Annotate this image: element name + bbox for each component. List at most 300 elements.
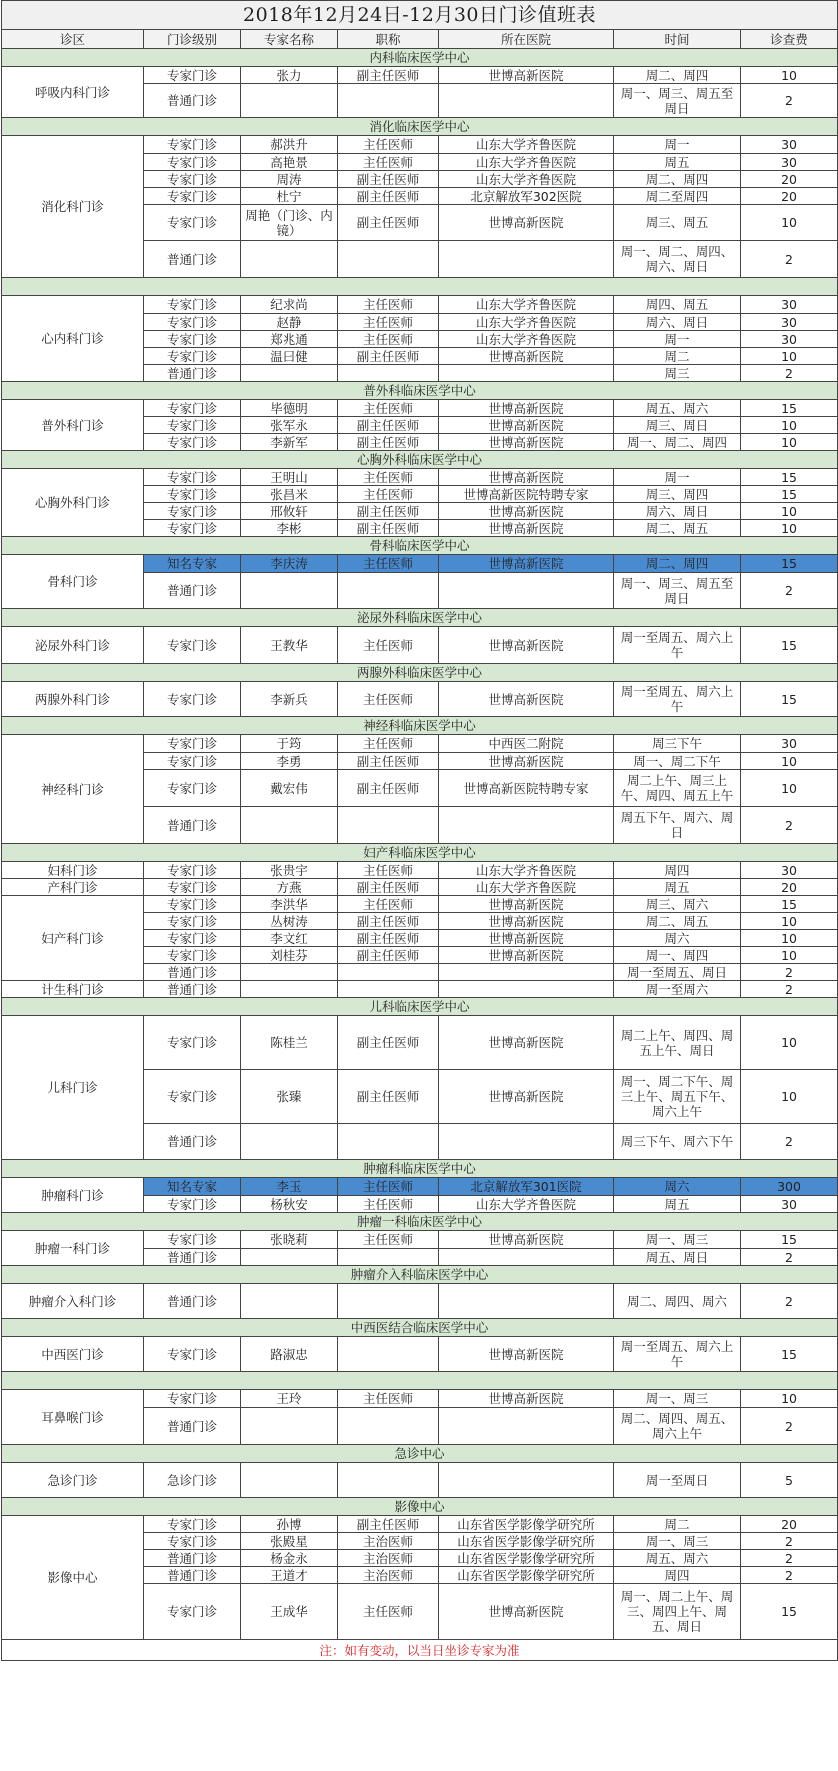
expert-name-cell: [241, 573, 338, 609]
department-cell: 肿瘤一科门诊: [2, 1231, 144, 1266]
hospital-cell: 世博高新医院: [439, 947, 614, 964]
time-cell: 周五下午、周六、周日: [614, 807, 741, 844]
header-hospital: 所在医院: [439, 30, 614, 49]
time-cell: 周一、周二下午: [614, 753, 741, 770]
job-title-cell: 主任医师: [338, 486, 439, 503]
table-row: [2, 627, 838, 664]
hospital-cell: 世博高新医院: [439, 400, 614, 417]
fee-cell: 30: [741, 136, 838, 154]
fee-cell: 10: [741, 434, 838, 451]
time-cell: 周六、周日: [614, 503, 741, 520]
expert-name-cell: [241, 964, 338, 981]
schedule-document: [1, 0, 837, 1661]
expert-name-cell: 李勇: [241, 753, 338, 770]
section-header-row: [2, 1498, 838, 1516]
fee-cell: 10: [741, 930, 838, 947]
section-title: 中西医结合临床医学中心: [2, 1319, 838, 1337]
section-title: 普外科临床医学中心: [2, 382, 838, 400]
expert-name-cell: 于筠: [241, 735, 338, 753]
time-cell: 周一、周三: [614, 1231, 741, 1249]
job-title-cell: [338, 84, 439, 118]
header-fee: 诊查费: [741, 30, 838, 49]
time-cell: 周三、周四: [614, 486, 741, 503]
job-title-cell: 副主任医师: [338, 171, 439, 188]
job-title-cell: [338, 807, 439, 844]
hospital-cell: [439, 981, 614, 998]
expert-name-cell: 杨金永: [241, 1550, 338, 1567]
clinic-level-cell: 专家门诊: [144, 627, 241, 664]
job-title-cell: 主任医师: [338, 555, 439, 573]
hospital-cell: [439, 807, 614, 844]
clinic-level-cell: 普通门诊: [144, 241, 241, 278]
clinic-level-cell: 专家门诊: [144, 486, 241, 503]
table-row: [2, 896, 838, 913]
job-title-cell: 副主任医师: [338, 879, 439, 896]
time-cell: 周一、周三、周五至周日: [614, 84, 741, 118]
hospital-cell: [439, 573, 614, 609]
expert-name-cell: [241, 241, 338, 278]
table-row: [2, 735, 838, 753]
hospital-cell: 山东大学齐鲁医院: [439, 1196, 614, 1213]
clinic-level-cell: 普通门诊: [144, 1284, 241, 1319]
hospital-cell: 世博高新医院: [439, 930, 614, 947]
hospital-cell: 世博高新医院: [439, 67, 614, 84]
expert-name-cell: 李玉: [241, 1178, 338, 1196]
job-title-cell: 副主任医师: [338, 770, 439, 807]
hospital-cell: 世博高新医院: [439, 682, 614, 717]
table-row: [2, 1516, 838, 1533]
expert-name-cell: 张殿星: [241, 1533, 338, 1550]
job-title-cell: [338, 1124, 439, 1160]
expert-name-cell: [241, 981, 338, 998]
hospital-cell: 山东省医学影像学研究所: [439, 1533, 614, 1550]
expert-name-cell: 王成华: [241, 1584, 338, 1640]
time-cell: 周四、周五: [614, 296, 741, 314]
department-cell: 计生科门诊: [2, 981, 144, 998]
fee-cell: 10: [741, 1070, 838, 1124]
fee-cell: 2: [741, 573, 838, 609]
fee-cell: 20: [741, 879, 838, 896]
job-title-cell: 主任医师: [338, 682, 439, 717]
hospital-cell: 山东大学齐鲁医院: [439, 296, 614, 314]
fee-cell: 10: [741, 753, 838, 770]
clinic-level-cell: 普通门诊: [144, 84, 241, 118]
hospital-cell: 山东省医学影像学研究所: [439, 1550, 614, 1567]
department-cell: 心胸外科门诊: [2, 469, 144, 537]
header-job-title: 职称: [338, 30, 439, 49]
section-header-row: [2, 844, 838, 862]
department-cell: 影像中心: [2, 1516, 144, 1640]
section-title: 内科临床医学中心: [2, 49, 838, 67]
time-cell: 周六: [614, 930, 741, 947]
footer-note: 注：如有变动，以当日坐诊专家为准: [2, 1640, 838, 1661]
expert-name-cell: [241, 1249, 338, 1266]
hospital-cell: 山东大学齐鲁医院: [439, 171, 614, 188]
job-title-cell: 主治医师: [338, 1533, 439, 1550]
fee-cell: 30: [741, 331, 838, 348]
hospital-cell: 山东省医学影像学研究所: [439, 1567, 614, 1584]
fee-cell: 20: [741, 1516, 838, 1533]
time-cell: 周三、周日: [614, 417, 741, 434]
job-title-cell: 主任医师: [338, 1390, 439, 1408]
hospital-cell: 山东大学齐鲁医院: [439, 154, 614, 171]
hospital-cell: 北京解放军302医院: [439, 188, 614, 205]
job-title-cell: 主任医师: [338, 400, 439, 417]
clinic-level-cell: 专家门诊: [144, 503, 241, 520]
fee-cell: 2: [741, 84, 838, 118]
time-cell: 周一: [614, 136, 741, 154]
section-title: 两腺外科临床医学中心: [2, 664, 838, 682]
clinic-level-cell: 专家门诊: [144, 753, 241, 770]
expert-name-cell: 赵静: [241, 314, 338, 331]
spacer-row: [2, 1372, 838, 1390]
fee-cell: 10: [741, 947, 838, 964]
spacer-cell: [2, 278, 838, 296]
section-title: 肿瘤介入科临床医学中心: [2, 1266, 838, 1284]
clinic-level-cell: 专家门诊: [144, 1584, 241, 1640]
fee-cell: 15: [741, 469, 838, 486]
time-cell: 周二、周四: [614, 555, 741, 573]
department-cell: 耳鼻喉门诊: [2, 1390, 144, 1445]
department-cell: 骨科门诊: [2, 555, 144, 609]
section-header-row: [2, 664, 838, 682]
job-title-cell: 副主任医师: [338, 1016, 439, 1070]
hospital-cell: 世博高新医院特聘专家: [439, 770, 614, 807]
clinic-level-cell: 专家门诊: [144, 171, 241, 188]
expert-name-cell: 张军永: [241, 417, 338, 434]
hospital-cell: [439, 241, 614, 278]
header-time: 时间: [614, 30, 741, 49]
section-header-row: [2, 49, 838, 67]
job-title-cell: [338, 1337, 439, 1372]
hospital-cell: 世博高新医院: [439, 1231, 614, 1249]
hospital-cell: [439, 964, 614, 981]
job-title-cell: 副主任医师: [338, 1516, 439, 1533]
expert-name-cell: 李彬: [241, 520, 338, 537]
clinic-level-cell: 专家门诊: [144, 770, 241, 807]
fee-cell: 30: [741, 314, 838, 331]
fee-cell: 10: [741, 520, 838, 537]
department-cell: 肿瘤科门诊: [2, 1178, 144, 1213]
job-title-cell: 副主任医师: [338, 67, 439, 84]
department-cell: 消化科门诊: [2, 136, 144, 278]
clinic-level-cell: 普通门诊: [144, 981, 241, 998]
department-cell: 产科门诊: [2, 879, 144, 896]
expert-name-cell: 孙博: [241, 1516, 338, 1533]
time-cell: 周一至周五、周六上午: [614, 1337, 741, 1372]
clinic-level-cell: 专家门诊: [144, 896, 241, 913]
table-row: [2, 136, 838, 154]
section-header-row: [2, 382, 838, 400]
job-title-cell: [338, 964, 439, 981]
time-cell: 周一至周六: [614, 981, 741, 998]
clinic-level-cell: 专家门诊: [144, 296, 241, 314]
job-title-cell: 主任医师: [338, 862, 439, 879]
table-row: [2, 1337, 838, 1372]
job-title-cell: 主任医师: [338, 1178, 439, 1196]
fee-cell: 5: [741, 1463, 838, 1498]
fee-cell: 2: [741, 1124, 838, 1160]
clinic-level-cell: 普通门诊: [144, 365, 241, 382]
clinic-level-cell: 专家门诊: [144, 1390, 241, 1408]
table-row: [2, 67, 838, 84]
table-row: [2, 1390, 838, 1408]
expert-name-cell: [241, 1463, 338, 1498]
hospital-cell: 山东大学齐鲁医院: [439, 862, 614, 879]
fee-cell: 15: [741, 1337, 838, 1372]
time-cell: 周一、周四: [614, 947, 741, 964]
time-cell: 周一、周二上午、周三、周四上午、周五、周日: [614, 1584, 741, 1640]
time-cell: 周五: [614, 879, 741, 896]
job-title-cell: 主任医师: [338, 331, 439, 348]
table-row: [2, 1016, 838, 1070]
fee-cell: 10: [741, 503, 838, 520]
clinic-level-cell: 专家门诊: [144, 205, 241, 241]
table-row: [2, 682, 838, 717]
section-title: 心胸外科临床医学中心: [2, 451, 838, 469]
section-title: 消化临床医学中心: [2, 118, 838, 136]
time-cell: 周五: [614, 154, 741, 171]
job-title-cell: 副主任医师: [338, 417, 439, 434]
fee-cell: 15: [741, 400, 838, 417]
fee-cell: 300: [741, 1178, 838, 1196]
table-row: [2, 469, 838, 486]
job-title-cell: [338, 241, 439, 278]
fee-cell: 2: [741, 1533, 838, 1550]
clinic-level-cell: 专家门诊: [144, 188, 241, 205]
hospital-cell: 世博高新医院: [439, 1016, 614, 1070]
time-cell: 周三下午、周六下午: [614, 1124, 741, 1160]
fee-cell: 2: [741, 241, 838, 278]
fee-cell: 10: [741, 417, 838, 434]
table-row: [2, 1284, 838, 1319]
clinic-level-cell: 专家门诊: [144, 1516, 241, 1533]
time-cell: 周二、周四、周六: [614, 1284, 741, 1319]
job-title-cell: 主任医师: [338, 469, 439, 486]
expert-name-cell: 王明山: [241, 469, 338, 486]
expert-name-cell: 温曰健: [241, 348, 338, 365]
hospital-cell: 世博高新医院: [439, 1584, 614, 1640]
time-cell: 周三下午: [614, 735, 741, 753]
job-title-cell: 副主任医师: [338, 520, 439, 537]
job-title-cell: [338, 1284, 439, 1319]
table-row: [2, 555, 838, 573]
department-cell: 儿科门诊: [2, 1016, 144, 1160]
fee-cell: 15: [741, 1584, 838, 1640]
section-header-row: [2, 717, 838, 735]
job-title-cell: 副主任医师: [338, 205, 439, 241]
hospital-cell: 世博高新医院: [439, 1390, 614, 1408]
job-title-cell: 副主任医师: [338, 753, 439, 770]
header-clinic-level: 门诊级别: [144, 30, 241, 49]
clinic-level-cell: 专家门诊: [144, 1337, 241, 1372]
section-header-row: [2, 118, 838, 136]
fee-cell: 2: [741, 1550, 838, 1567]
hospital-cell: 世博高新医院: [439, 627, 614, 664]
hospital-cell: 世博高新医院特聘专家: [439, 486, 614, 503]
expert-name-cell: 李洪华: [241, 896, 338, 913]
job-title-cell: [338, 1408, 439, 1445]
job-title-cell: 主任医师: [338, 136, 439, 154]
fee-cell: 10: [741, 770, 838, 807]
clinic-level-cell: 急诊门诊: [144, 1463, 241, 1498]
fee-cell: 10: [741, 1390, 838, 1408]
clinic-level-cell: 专家门诊: [144, 469, 241, 486]
document-title: 2018年12月24日-12月30日门诊值班表: [2, 1, 838, 30]
fee-cell: 15: [741, 682, 838, 717]
expert-name-cell: [241, 84, 338, 118]
header-department: 诊区: [2, 30, 144, 49]
time-cell: 周一、周三: [614, 1390, 741, 1408]
section-title: 肿瘤一科临床医学中心: [2, 1213, 838, 1231]
expert-name-cell: [241, 1408, 338, 1445]
time-cell: 周二、周四、周五、周六上午: [614, 1408, 741, 1445]
clinic-level-cell: 专家门诊: [144, 67, 241, 84]
clinic-level-cell: 专家门诊: [144, 520, 241, 537]
time-cell: 周一: [614, 331, 741, 348]
job-title-cell: [338, 1463, 439, 1498]
time-cell: 周一至周五、周六上午: [614, 627, 741, 664]
expert-name-cell: 郑兆通: [241, 331, 338, 348]
expert-name-cell: 戴宏伟: [241, 770, 338, 807]
time-cell: 周五、周六: [614, 400, 741, 417]
hospital-cell: 世博高新医院: [439, 1337, 614, 1372]
header-expert-name: 专家名称: [241, 30, 338, 49]
fee-cell: 2: [741, 1284, 838, 1319]
clinic-level-cell: 专家门诊: [144, 1533, 241, 1550]
hospital-cell: 山东大学齐鲁医院: [439, 879, 614, 896]
section-header-row: [2, 537, 838, 555]
time-cell: 周一、周三: [614, 1533, 741, 1550]
clinic-level-cell: 专家门诊: [144, 913, 241, 930]
clinic-level-cell: 专家门诊: [144, 1231, 241, 1249]
fee-cell: 30: [741, 296, 838, 314]
expert-name-cell: 李新军: [241, 434, 338, 451]
time-cell: 周一、周二、周四: [614, 434, 741, 451]
hospital-cell: 世博高新医院: [439, 913, 614, 930]
clinic-level-cell: 知名专家: [144, 1178, 241, 1196]
section-header-row: [2, 1266, 838, 1284]
expert-name-cell: [241, 1124, 338, 1160]
clinic-level-cell: 普通门诊: [144, 1408, 241, 1445]
expert-name-cell: [241, 1284, 338, 1319]
expert-name-cell: 李庆涛: [241, 555, 338, 573]
hospital-cell: 山东大学齐鲁医院: [439, 331, 614, 348]
clinic-level-cell: 专家门诊: [144, 862, 241, 879]
time-cell: 周五: [614, 1196, 741, 1213]
fee-cell: 30: [741, 862, 838, 879]
hospital-cell: 世博高新医院: [439, 348, 614, 365]
fee-cell: 2: [741, 1567, 838, 1584]
clinic-level-cell: 专家门诊: [144, 879, 241, 896]
job-title-cell: 副主任医师: [338, 947, 439, 964]
section-header-row: [2, 1160, 838, 1178]
time-cell: 周三: [614, 365, 741, 382]
hospital-cell: 世博高新医院: [439, 417, 614, 434]
job-title-cell: 主任医师: [338, 296, 439, 314]
fee-cell: 2: [741, 807, 838, 844]
job-title-cell: 主治医师: [338, 1567, 439, 1584]
job-title-cell: 副主任医师: [338, 188, 439, 205]
fee-cell: 15: [741, 555, 838, 573]
hospital-cell: 山东省医学影像学研究所: [439, 1516, 614, 1533]
clinic-level-cell: 普通门诊: [144, 1567, 241, 1584]
expert-name-cell: 张晓莉: [241, 1231, 338, 1249]
department-cell: 肿瘤介入科门诊: [2, 1284, 144, 1319]
table-row: [2, 981, 838, 998]
expert-name-cell: 方燕: [241, 879, 338, 896]
hospital-cell: [439, 1408, 614, 1445]
clinic-level-cell: 专家门诊: [144, 1016, 241, 1070]
table-row: [2, 862, 838, 879]
clinic-level-cell: 专家门诊: [144, 1070, 241, 1124]
hospital-cell: 山东大学齐鲁医院: [439, 314, 614, 331]
time-cell: 周二上午、周四、周五上午、周日: [614, 1016, 741, 1070]
time-cell: 周二、周五: [614, 913, 741, 930]
fee-cell: 2: [741, 1249, 838, 1266]
section-title: 急诊中心: [2, 1445, 838, 1463]
hospital-cell: 世博高新医院: [439, 555, 614, 573]
fee-cell: 20: [741, 171, 838, 188]
expert-name-cell: 周涛: [241, 171, 338, 188]
job-title-cell: [338, 981, 439, 998]
clinic-level-cell: 普通门诊: [144, 1124, 241, 1160]
hospital-cell: 世博高新医院: [439, 896, 614, 913]
section-header-row: [2, 1445, 838, 1463]
expert-name-cell: 陈桂兰: [241, 1016, 338, 1070]
time-cell: 周六、周日: [614, 314, 741, 331]
job-title-cell: 主任医师: [338, 154, 439, 171]
job-title-cell: 主任医师: [338, 1584, 439, 1640]
section-title: 骨科临床医学中心: [2, 537, 838, 555]
expert-name-cell: 张臻: [241, 1070, 338, 1124]
section-title: 影像中心: [2, 1498, 838, 1516]
fee-cell: 20: [741, 188, 838, 205]
clinic-level-cell: 专家门诊: [144, 735, 241, 753]
job-title-cell: 主任医师: [338, 735, 439, 753]
hospital-cell: [439, 1124, 614, 1160]
job-title-cell: 主任医师: [338, 896, 439, 913]
expert-name-cell: 王道才: [241, 1567, 338, 1584]
spacer-cell: [2, 1372, 838, 1390]
time-cell: 周一、周三、周五至周日: [614, 573, 741, 609]
expert-name-cell: [241, 807, 338, 844]
fee-cell: 10: [741, 1016, 838, 1070]
expert-name-cell: 路淑忠: [241, 1337, 338, 1372]
expert-name-cell: 邢攸轩: [241, 503, 338, 520]
job-title-cell: 副主任医师: [338, 1070, 439, 1124]
department-cell: 呼吸内科门诊: [2, 67, 144, 118]
table-row: [2, 1178, 838, 1196]
job-title-cell: [338, 1249, 439, 1266]
hospital-cell: [439, 1284, 614, 1319]
section-title: 儿科临床医学中心: [2, 998, 838, 1016]
table-row: [2, 400, 838, 417]
time-cell: 周一至周日: [614, 1463, 741, 1498]
expert-name-cell: 王玲: [241, 1390, 338, 1408]
expert-name-cell: 王教华: [241, 627, 338, 664]
table-row: [2, 1463, 838, 1498]
section-header-row: [2, 1319, 838, 1337]
expert-name-cell: [241, 365, 338, 382]
job-title-cell: 主任医师: [338, 1196, 439, 1213]
fee-cell: 15: [741, 486, 838, 503]
fee-cell: 30: [741, 154, 838, 171]
clinic-level-cell: 普通门诊: [144, 1550, 241, 1567]
clinic-level-cell: 普通门诊: [144, 573, 241, 609]
expert-name-cell: 毕德明: [241, 400, 338, 417]
expert-name-cell: 张贵宇: [241, 862, 338, 879]
